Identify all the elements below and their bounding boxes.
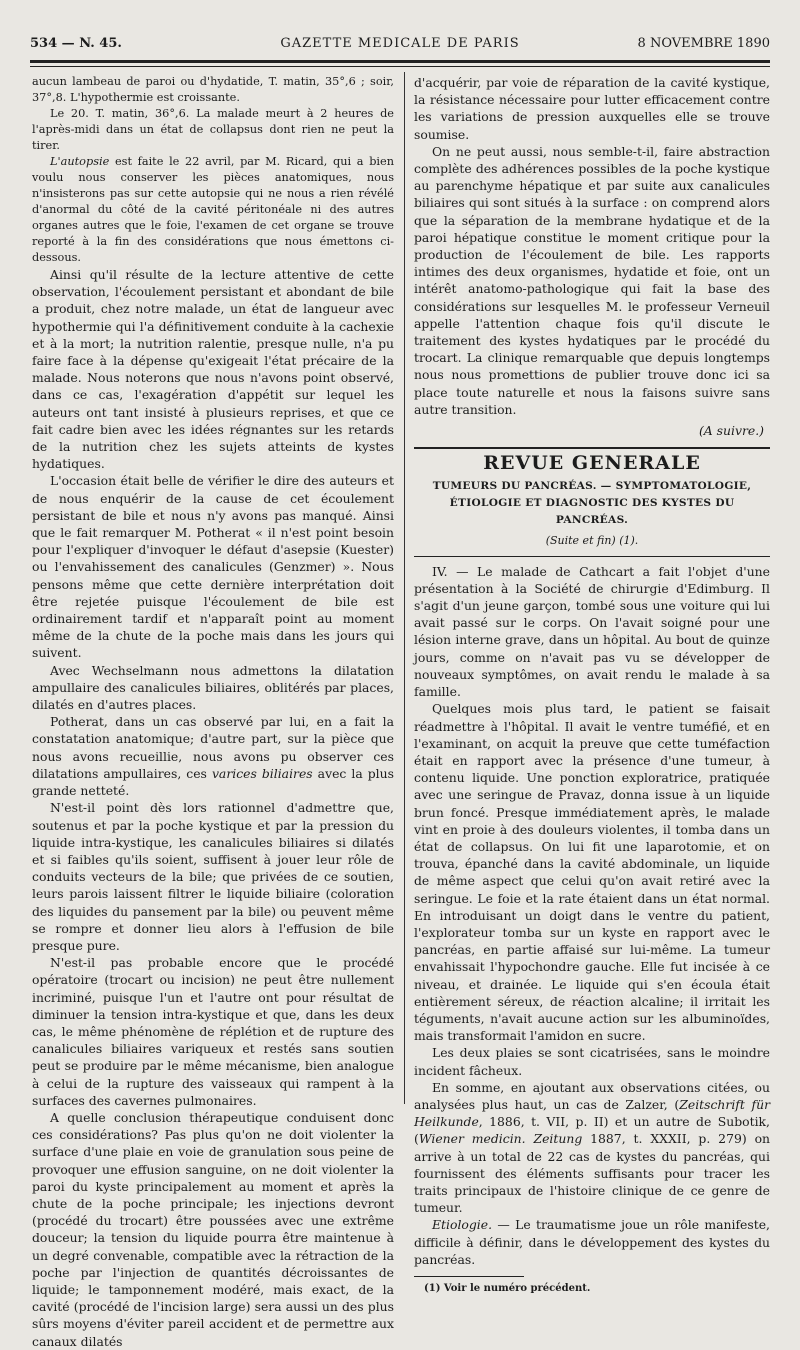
paragraph-text: avec la plus grande netteté. bbox=[32, 765, 394, 799]
paragraph: Les deux plaies se sont cicatrisées, sans le moindre incident fâcheux. bbox=[414, 1045, 770, 1078]
autopsie-lead: L'autopsie bbox=[50, 155, 110, 168]
page-number: 534 — N. 45. bbox=[30, 36, 122, 51]
paragraph: Ainsi qu'il résulte de la lecture attentive de cette observation, l'écoulement persistant et abondant de bile a produit, chez notre malade, un état de langueur avec hypothermie qui l'a définitivement conduite à la cachexie et à la mort; la nutrition ralentie, presque nulle, n'a pu faire face à la dépense qu'exigeait l'état précaire de la malade. Nous noterons que nous n'avons point observé, dans ce cas, l'exagération d'appétit sur lequel les auteurs ont tant insisté à plusieurs reprises, et que ce fait cadre bien avec les idées régnantes sur les retards de la nutrition chez les sujets atteints de kystes hydatiques. bbox=[32, 267, 394, 472]
section-title: REVUE GENERALE bbox=[483, 452, 701, 475]
etiologie-lead: Etiologie. bbox=[432, 1217, 493, 1233]
paragraph bbox=[32, 154, 394, 266]
paragraph bbox=[414, 1079, 770, 1217]
paragraph bbox=[414, 1216, 770, 1268]
column-divider bbox=[404, 72, 405, 1104]
issue-date: 8 NOVEMBRE 1890 bbox=[637, 36, 770, 51]
left-column bbox=[32, 74, 394, 1349]
to-be-continued: (A suivre.) bbox=[698, 423, 764, 439]
header-rule-thick bbox=[30, 60, 770, 63]
page-header bbox=[30, 36, 770, 56]
right-column bbox=[414, 74, 771, 1294]
article-subtitle: TUMEURS DU PANCRÉAS. — SYMPTOMATOLOGIE, ÉTIOLOGIE ET DIAGNOSTIC DES KYSTES DU PANCRÉAS. bbox=[432, 480, 752, 527]
paragraph: Le 20. T. matin, 36°,6. La malade meurt à 2 heures de l'après-midi dans un état de collapsus dont rien ne peut la tirer. bbox=[32, 107, 394, 152]
paragraph-text: , 1886, t. VII, p. II) et un autre de Subotik, ( bbox=[414, 1114, 770, 1147]
section-separator bbox=[414, 556, 770, 557]
paragraph: Quelques mois plus tard, le patient se faisait réadmettre à l'hôpital. Il avait le ventre tuméfié, et en l'examinant, on acquit la preuve que cette tuméfaction était en rapport avec la présence d'une tumeur, à contenu liquide. Une ponction exploratrice, pratiquée avec une seringue de Pravaz, donna issue à un liquide brun foncé. Presque immédiatement après, le malade vint en proie à des douleurs violentes, il tomba dans un état de collapsus. On lui fit une laparotomie, et on trouva, épanché dans la cavité abdominale, un liquide de même aspect que celui qu'on avait retiré avec la seringue. Le foie et la rate étaient dans un état normal. En introduisant un doigt dans le ventre du patient, l'explorateur tomba sur un kyste en rapport avec le pancréas, en partie affaisé sur lui-même. La tumeur envahissait l'hypochondre gauche. Elle fut incisée à ce niveau, et drainée. Le liquide qui s'en écoula était entièrement séreux, de réaction alcaline; il irritait les téguments, n'avait aucune action sur les albuminoïdes, mais transformait l'amidon en sucre. bbox=[414, 701, 770, 1044]
paragraph: L'occasion était belle de vérifier le dire des auteurs et de nous enquérir de la cause de cet écoulement persistant de bile et nous n'y avons pas manqué. Ainsi que le fait remarquer M. Potherat « il n'est point besoin pour l'expliquer d'invoquer le défaut d'asepsie (Kuester) ou l'envahissement des canalicules (Genzmer) ». Nous pensons même que cette dernière interprétation doit être rejetée puisque l'écoulement de bile est ordinairement tardif et n'apparaît point au moment même de la chute de la poche mais dans les jours qui suivent. bbox=[32, 473, 394, 661]
paragraph-text: est faite le 22 avril, par M. Ricard, qui a bien voulu nous conserver les pièces anatomiques, nous n'insisterons pas sur cette autopsie qui ne nous a rien révélé d'anormal du côté de la cavité péritonéale ni des autres organes autres que le foie, l'examen de cet organe se trouve reporté à la fin des considérations que nous émettons ci-dessous. bbox=[32, 155, 394, 264]
paragraph: aucun lambeau de paroi ou d'hydatide, T. matin, 35°,6 ; soir, 37°,8. L'hypothermie est croissante. bbox=[32, 75, 394, 104]
header-rule-thin bbox=[30, 66, 770, 67]
paragraph-text: — Le traumatisme joue un rôle manifeste, difficile à définir, dans le développement des kystes du pancréas. bbox=[414, 1217, 770, 1267]
paragraph: IV. — Le malade de Cathcart a fait l'objet d'une présentation à la Société de chirurgie d'Edimburg. Il s'agit d'un jeune garçon, tombé sous une voiture qui lui avait passé sur le corps. On l'avait soigné pour une lésion interne grave, dans un hôpital. Au bout de quinze jours, comme on n'avait pas vu se développer de nouveaux symptômes, on avait rendu le malade à sa famille. bbox=[414, 563, 770, 700]
paragraph-text: Potherat, dans un cas observé par lui, en a fait la constatation anatomique; d'autre part, sur la pièce que nous avons recueillie, nous avons pu observer ces dilatations ampullaires, ces bbox=[32, 714, 394, 781]
footnote-rule bbox=[414, 1276, 524, 1277]
citation-title: Wiener medicin. Zeitung bbox=[418, 1131, 583, 1147]
section-separator bbox=[414, 447, 770, 449]
journal-title: GAZETTE MEDICALE DE PARIS bbox=[280, 36, 520, 51]
paragraph: N'est-il pas probable encore que le procédé opératoire (trocart ou incision) ne peut être nullement incriminé, puisque l'un et l'autre ont pour résultat de diminuer la tension intra-kystique et que, dans les deux cas, le même phénomène de réplétion et de rupture des canalicules biliaires variqueux et restés sans soutien peut se produire par le même mécanisme, bien analogue à celui de la rupture des vaisseaux qui rampent à la surfaces des cavernes pulmonaires. bbox=[32, 955, 394, 1108]
paragraph: d'acquérir, par voie de réparation de la cavité kystique, la résistance nécessaire pour lutter efficacement contre les variations de pression auxquelles elle se trouve soumise. bbox=[414, 75, 770, 142]
continuation-note: (Suite et fin) (1). bbox=[545, 534, 639, 548]
footnote: (1) Voir le numéro précédent. bbox=[424, 1283, 591, 1294]
paragraph-text: En somme, en ajoutant aux observations citées, ou analysées plus haut, un cas de Zalzer, ( bbox=[414, 1079, 770, 1112]
paragraph bbox=[32, 713, 394, 799]
paragraph: Avec Wechselmann nous admettons la dilatation ampullaire des canalicules biliaires, oblitérés par places, dilatés en d'autres places. bbox=[32, 662, 394, 713]
italic-term: varices biliaires bbox=[211, 765, 313, 781]
paragraph: On ne peut aussi, nous semble-t-il, faire abstraction complète des adhérences possibles de la poche kystique au parenchyme hépatique et par suite aux canalicules biliaires qui sont situés à la surface : on comprend alors que la séparation de la membrane hydatique et de la paroi hépatique constitue le moment critique pour la production de l'écoulement de bile. Les rapports intimes des deux organismes, hydatide et foie, ont un intérêt anatomo-pathologique qui fait la base des considérations sur lesquelles M. le professeur Verneuil appelle l'attention chaque fois qu'il discute le traitement des kystes hydatiques par le procédé du trocart. La clinique remarquable que depuis longtemps nous nous promettions de publier trouve donc ici sa place toute naturelle et nous la faisons suivre sans autre transition. bbox=[414, 143, 770, 417]
paragraph: A quelle conclusion thérapeutique conduisent donc ces considérations? Pas plus qu'on ne doit violenter la surface d'une plaie en voie de granulation sous peine de provoquer une effusion sanguine, on ne doit violenter la paroi du kyste principalement au moment et après la chute de la poche principale; les injections devront (procédé du trocart) être poussées avec une extrême douceur; la tension du liquide pourra être maintenue à un degré convenable, compatible avec la rétraction de la poche par l'injection de quantités décroissantes de liquide; le tamponnement modéré, mais exact, de la cavité (procédé de l'incision large) sera aussi un des plus sûrs moyens d'éviter pareil accident et de permettre aux canaux dilatés bbox=[32, 1109, 394, 1349]
citation-title: Zeitschrift für Heilkunde bbox=[414, 1096, 771, 1130]
paragraph-text: 1887, t. XXXII, p. 279) on arrive à un total de 22 cas de kystes du pancréas, qui fournissent des éléments suffisants pour tracer les traits principaux de l'histoire clinique de ce genre de tumeur. bbox=[414, 1131, 771, 1216]
paragraph: N'est-il point dès lors rationnel d'admettre que, soutenus et par la poche kystique et par la pression du liquide intra-kystique, les canalicules biliaires si dilatés et si faibles qu'ils soient, suffisent à jouer leur rôle de conduits vecteurs de la bile; que privées de ce soutien, leurs parois laissent filtrer le liquide biliaire (coloration des liquides du pansement par la bile) ou peuvent même se rompre et donner lieu alors à l'effusion de bile presque pure. bbox=[32, 800, 394, 953]
